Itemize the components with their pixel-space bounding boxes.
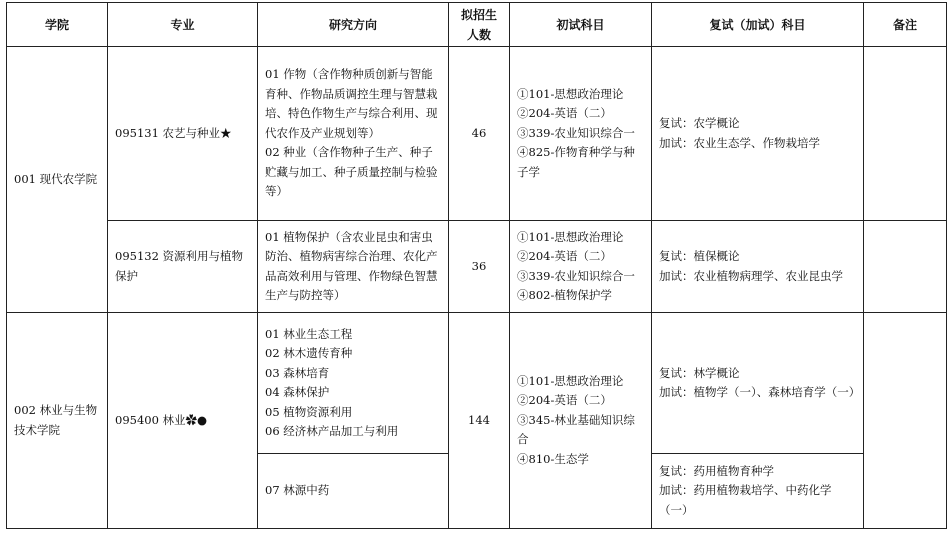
header-notes: 备注	[864, 3, 947, 47]
quota-cell: 46	[449, 47, 510, 221]
table-row	[7, 47, 947, 221]
notes-cell	[864, 313, 947, 529]
college-cell: 002 林业与生物技术学院	[7, 313, 108, 529]
major-cell: 095400 林业✿●	[108, 313, 258, 529]
retest-line: 加试：农业生态学、作物栽培学	[659, 135, 820, 150]
prelim-cell	[510, 313, 652, 529]
header-quota	[449, 3, 510, 47]
direction-item: 07 林源中药	[265, 483, 330, 498]
prelim-subject: ④825-作物育种学与种子学	[517, 145, 635, 179]
prelim-subject: ①101-思想政治理论	[517, 373, 624, 388]
notes-cell	[864, 221, 947, 313]
major-cell: 095131 农艺与种业★	[108, 47, 258, 221]
quota-cell: 144	[449, 313, 510, 529]
retest-line: 加试：药用植物栽培学、中药化学（一）	[659, 483, 832, 517]
header-quota-line2: 人数	[466, 27, 491, 42]
prelim-subject: ④802-植物保护学	[517, 288, 612, 302]
header-major: 专业	[108, 3, 258, 47]
direction-item: 06 经济林产品加工与利用	[265, 424, 399, 438]
retest-line: 加试：农业植物病理学、农业昆虫学	[659, 268, 843, 283]
notes-cell	[864, 47, 947, 221]
direction-item: 05 植物资源利用	[265, 404, 353, 419]
prelim-cell	[510, 221, 652, 313]
header-college: 学院	[7, 3, 108, 47]
prelim-subject: ③339-农业知识综合一	[517, 125, 635, 140]
header-retest: 复试（加试）科目	[652, 3, 864, 47]
retest-line: 复试：林学概论	[659, 365, 740, 380]
prelim-subject: ①101-思想政治理论	[517, 86, 624, 101]
major-cell: 095132 资源利用与植物保护	[108, 221, 258, 313]
retest-cell	[652, 313, 864, 454]
prelim-subject: ②204-英语（二）	[517, 106, 612, 121]
retest-cell	[652, 454, 864, 529]
header-quota-line1: 拟招生	[460, 7, 497, 22]
direction-cell	[258, 454, 449, 529]
direction-item: 03 森林培育	[265, 365, 330, 380]
prelim-subject: ③345-林业基础知识综合	[517, 412, 635, 447]
direction-cell	[258, 221, 449, 313]
direction-cell	[258, 47, 449, 221]
prelim-subject: ④810-生态学	[517, 451, 589, 466]
prelim-subject: ②204-英语（二）	[517, 393, 612, 408]
header-row	[7, 3, 947, 47]
header-prelim: 初试科目	[510, 3, 652, 47]
prelim-subject: ①101-思想政治理论	[517, 229, 624, 244]
direction-cell	[258, 313, 449, 454]
quota-cell: 36	[449, 221, 510, 313]
prelim-cell	[510, 47, 652, 221]
retest-cell	[652, 221, 864, 313]
prelim-subject: ②204-英语（二）	[517, 249, 612, 263]
retest-line: 加试：植物学（一）、森林培育学（一）	[659, 385, 861, 399]
retest-line: 复试：农学概论	[659, 116, 740, 130]
table-row	[7, 313, 947, 454]
direction-item: 04 森林保护	[265, 385, 330, 399]
retest-line: 复试：植保概论	[659, 249, 740, 263]
direction-text: 01 作物（含作物种质创新与智能育种、作物品质调控生理与智慧栽培、特色作物生产与综合利用、现代农作及产业规划等） 02 种业（含作物种子生产、种子贮藏与加工、种子质量控制与检验等）	[265, 67, 438, 199]
table-row	[7, 221, 947, 313]
prelim-subject: ③339-农业知识综合一	[517, 268, 635, 283]
direction-text: 01 植物保护（含农业昆虫和害虫防治、植物病害综合治理、农化产品高效利用与管理、作物绿色智慧生产与防控等）	[265, 229, 438, 302]
college-cell: 001 现代农学院	[7, 47, 108, 313]
retest-cell	[652, 47, 864, 221]
header-direction: 研究方向	[258, 3, 449, 47]
direction-item: 01 林业生态工程	[265, 326, 353, 341]
retest-line: 复试：药用植物育种学	[659, 463, 774, 478]
direction-item: 02 林木遗传育种	[265, 346, 353, 360]
admissions-table	[6, 2, 947, 529]
